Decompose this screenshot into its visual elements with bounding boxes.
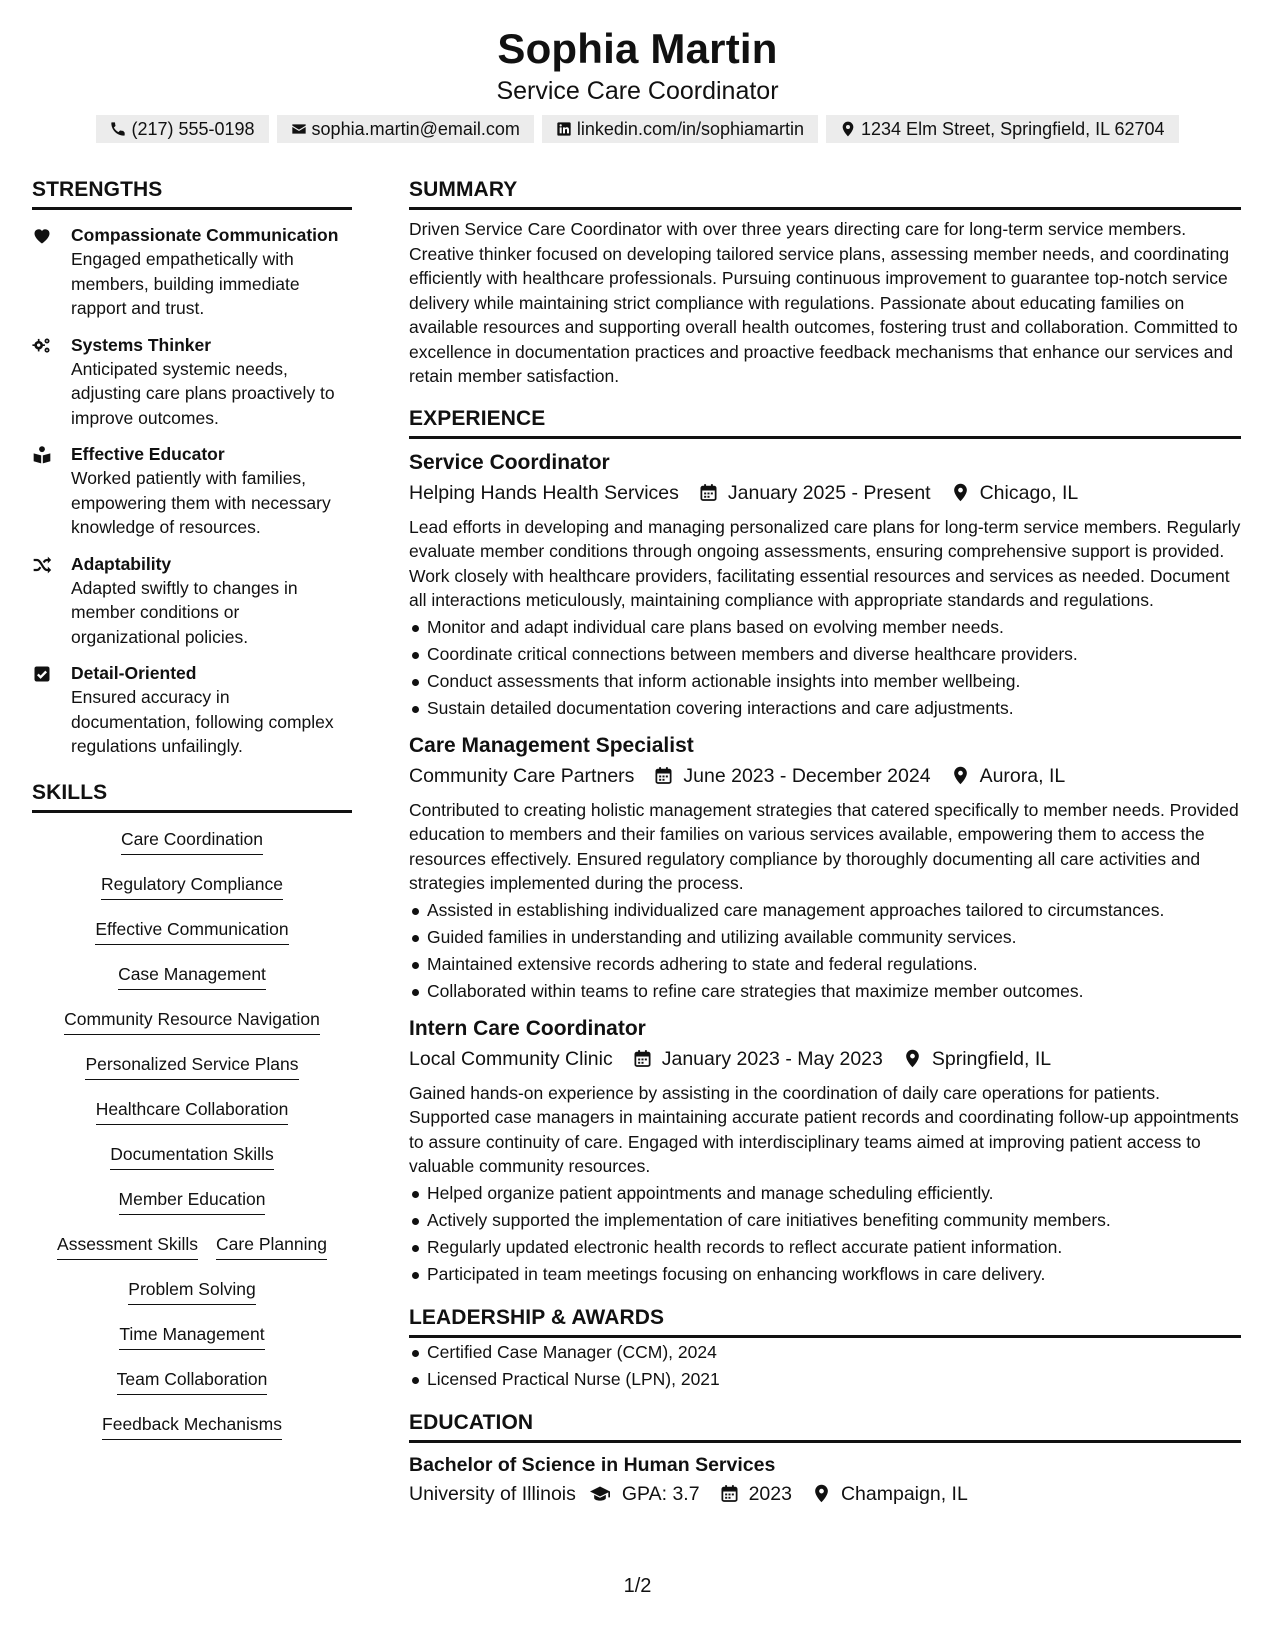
right-column: [409, 176, 1241, 1509]
job-entry: [409, 449, 1241, 722]
strength-title: Detail-Oriented: [71, 663, 197, 683]
map-pin-icon: [840, 121, 856, 137]
phone-icon: [110, 121, 126, 137]
book-reader-icon: [32, 445, 52, 465]
job-bullets: [409, 1180, 1241, 1288]
list-item: Coordinate critical connections between members and diverse healthcare providers.: [409, 641, 1241, 668]
skill-tag: Team Collaboration: [117, 1367, 268, 1395]
strengths-heading: STRENGTHS: [32, 176, 352, 210]
phone-text: (217) 555-0198: [131, 119, 255, 139]
strength-desc: Worked patiently with families, empowering them with necessary knowledge of resources.: [71, 468, 331, 537]
job-company: Community Care Partners: [409, 764, 635, 787]
job-dates: January 2023 - May 2023: [661, 1047, 883, 1070]
job-meta: [409, 1044, 1241, 1074]
contact-address[interactable]: [826, 115, 1179, 143]
job-title: Care Management Specialist: [409, 733, 694, 757]
heart-icon: [32, 226, 52, 246]
strength-desc: Adapted swiftly to changes in member conditions or organizational policies.: [71, 577, 298, 647]
list-item: Helped organize patient appointments and manage scheduling efficiently.: [409, 1180, 1241, 1207]
envelope-icon: [291, 121, 307, 137]
skills-heading: SKILLS: [32, 779, 352, 813]
address-text: 1234 Elm Street, Springfield, IL 62704: [861, 119, 1165, 139]
list-item: Collaborated within teams to refine care strategies that maximize member outcomes.: [409, 978, 1241, 1005]
skill-tag: Assessment Skills: [57, 1232, 198, 1260]
skill-tag: Case Management: [118, 962, 266, 990]
awards-heading: LEADERSHIP & AWARDS: [409, 1304, 1241, 1338]
job-dates: June 2023 - December 2024: [683, 764, 931, 787]
list-item: Monitor and adapt individual care plans based on evolving member needs.: [409, 614, 1241, 641]
contact-linkedin[interactable]: [542, 115, 818, 143]
skill-tag: Care Coordination: [121, 827, 263, 855]
job-description: Contributed to creating holistic management strategies that catered specifically to member needs. Provided education to members and their families on various services available, empowering them to access the resources effectively. Ensured regulatory compliance by thoroughly documenting all care activities and strategies implemented during the process.: [409, 799, 1239, 893]
strength-desc: Engaged empathetically with members, building immediate rapport and trust.: [71, 249, 300, 318]
education-meta: [409, 1479, 1241, 1509]
awards-list: [409, 1339, 1241, 1393]
job-title: Intern Care Coordinator: [409, 1016, 646, 1040]
strength-title: Adaptability: [71, 553, 172, 574]
school-name: University of Illinois: [409, 1482, 576, 1505]
shuffle-icon: [32, 555, 52, 575]
contact-phone[interactable]: [96, 115, 268, 143]
skill-tag: Documentation Skills: [110, 1142, 273, 1170]
linkedin-icon: [556, 121, 572, 137]
graduation-year: 2023: [748, 1482, 792, 1505]
job-dates: January 2025 - Present: [727, 481, 931, 504]
job-description: Lead efforts in developing and managing personalized care plans for long-term service members. Regularly evaluate member conditions through ongoing assessments, ensuring comprehensive support is provided. Work closely with healthcare providers, facilitating essential resources and services as needed. Document all interactions meticulously, maintaining compliance with appropriate standards and regulations.: [409, 516, 1241, 610]
skill-tag: Healthcare Collaboration: [96, 1097, 289, 1125]
skill-tag: Personalized Service Plans: [85, 1052, 298, 1080]
strength-item: [32, 442, 352, 540]
degree-title: Bachelor of Science in Human Services: [409, 1453, 776, 1476]
gpa: GPA: 3.7: [621, 1482, 700, 1505]
job-entry: [409, 732, 1241, 1005]
map-pin-icon: [951, 483, 970, 502]
calendar-icon: [699, 483, 718, 502]
school-location: Champaign, IL: [840, 1482, 968, 1505]
summary-text: Driven Service Care Coordinator with over three years directing care for long-term service members. Creative thinker focused on developing tailored service plans, assessing member needs, and coordinating efficiently with healthcare professionals. Pursuing continuous improvement to guarantee top-notch service delivery while maintaining strict compliance with regulations. Passionate about educating families on available resources and supporting overall health outcomes, fostering trust and collaboration. Committed to excellence in documentation practices and proactive feedback mechanisms that enhance our services and retain member satisfaction.: [409, 219, 1238, 386]
strength-desc: Anticipated systemic needs, adjusting care plans proactively to improve outcomes.: [71, 358, 335, 428]
strength-title: Compassionate Communication: [71, 225, 339, 245]
check-square-icon: [32, 664, 52, 684]
list-item: Conduct assessments that inform actionable insights into member wellbeing.: [409, 668, 1241, 695]
education-heading: EDUCATION: [409, 1409, 1241, 1443]
job-location: Aurora, IL: [979, 764, 1066, 787]
skill-tag: Member Education: [119, 1187, 266, 1215]
job-company: Helping Hands Health Services: [409, 481, 679, 504]
list-item: Maintained extensive records adhering to state and federal regulations.: [409, 951, 1241, 978]
candidate-name: Sophia Martin: [497, 25, 778, 72]
job-location: Springfield, IL: [931, 1047, 1052, 1070]
page-number: 1/2: [623, 1575, 652, 1597]
skill-tag: Problem Solving: [128, 1277, 255, 1305]
job-bullets: [409, 614, 1241, 722]
job-meta: [409, 478, 1241, 508]
contact-bar: [0, 115, 1275, 143]
list-item: Sustain detailed documentation covering interactions and care adjustments.: [409, 695, 1241, 722]
list-item: Licensed Practical Nurse (LPN), 2021: [409, 1366, 1241, 1393]
job-bullets: [409, 897, 1241, 1005]
skill-tag: Feedback Mechanisms: [102, 1412, 282, 1440]
strength-item: [32, 223, 352, 321]
strength-title: Systems Thinker: [71, 334, 212, 355]
strength-desc: Ensured accuracy in documentation, following complex regulations unfailingly.: [71, 687, 334, 756]
job-description: Gained hands-on experience by assisting in the coordination of daily care operations for patients. Supported case managers in maintaining accurate patient records and coordinating follow-up appointments to assure continuity of care. Engaged with interdisciplinary teams aimed at improving patient access to valuable community resources.: [409, 1082, 1239, 1176]
strength-item: [32, 552, 352, 650]
list-item: Guided families in understanding and utilizing available community services.: [409, 924, 1241, 951]
strength-title: Effective Educator: [71, 444, 225, 464]
candidate-title: Service Care Coordinator: [496, 77, 779, 105]
strength-item: [32, 333, 352, 431]
strength-item: [32, 661, 352, 759]
resume-header: [0, 0, 1275, 143]
contact-email[interactable]: [277, 115, 534, 143]
map-pin-icon: [903, 1049, 922, 1068]
job-meta: [409, 761, 1241, 791]
map-pin-icon: [951, 766, 970, 785]
linkedin-text: linkedin.com/in/sophiamartin: [576, 119, 805, 139]
skill-tag: Effective Communication: [95, 917, 288, 945]
graduation-cap-icon: [588, 1484, 612, 1504]
strengths-list: [32, 223, 352, 759]
job-company: Local Community Clinic: [409, 1047, 613, 1070]
list-item: Actively supported the implementation of care initiatives benefiting community members.: [409, 1207, 1241, 1234]
skill-tag: Regulatory Compliance: [101, 872, 283, 900]
map-pin-icon: [812, 1484, 831, 1503]
gears-icon: [32, 336, 52, 356]
summary-heading: SUMMARY: [409, 176, 1241, 210]
calendar-icon: [633, 1049, 652, 1068]
list-item: Assisted in establishing individualized care management approaches tailored to circumstances.: [409, 897, 1241, 924]
email-text: sophia.martin@email.com: [311, 119, 520, 139]
calendar-icon: [720, 1484, 739, 1503]
job-entry: [409, 1015, 1241, 1288]
skills-list: [32, 827, 352, 1457]
skill-tag: Care Planning: [216, 1232, 327, 1260]
job-title: Service Coordinator: [409, 450, 610, 474]
job-location: Chicago, IL: [979, 481, 1079, 504]
left-column: [32, 176, 352, 1457]
list-item: Participated in team meetings focusing on enhancing workflows in care delivery.: [409, 1261, 1241, 1288]
list-item: Regularly updated electronic health records to reflect accurate patient information.: [409, 1234, 1241, 1261]
calendar-icon: [654, 766, 673, 785]
skill-tag: Time Management: [119, 1322, 264, 1350]
experience-heading: EXPERIENCE: [409, 405, 1241, 439]
skill-tag: Community Resource Navigation: [64, 1007, 320, 1035]
list-item: Certified Case Manager (CCM), 2024: [409, 1339, 1241, 1366]
